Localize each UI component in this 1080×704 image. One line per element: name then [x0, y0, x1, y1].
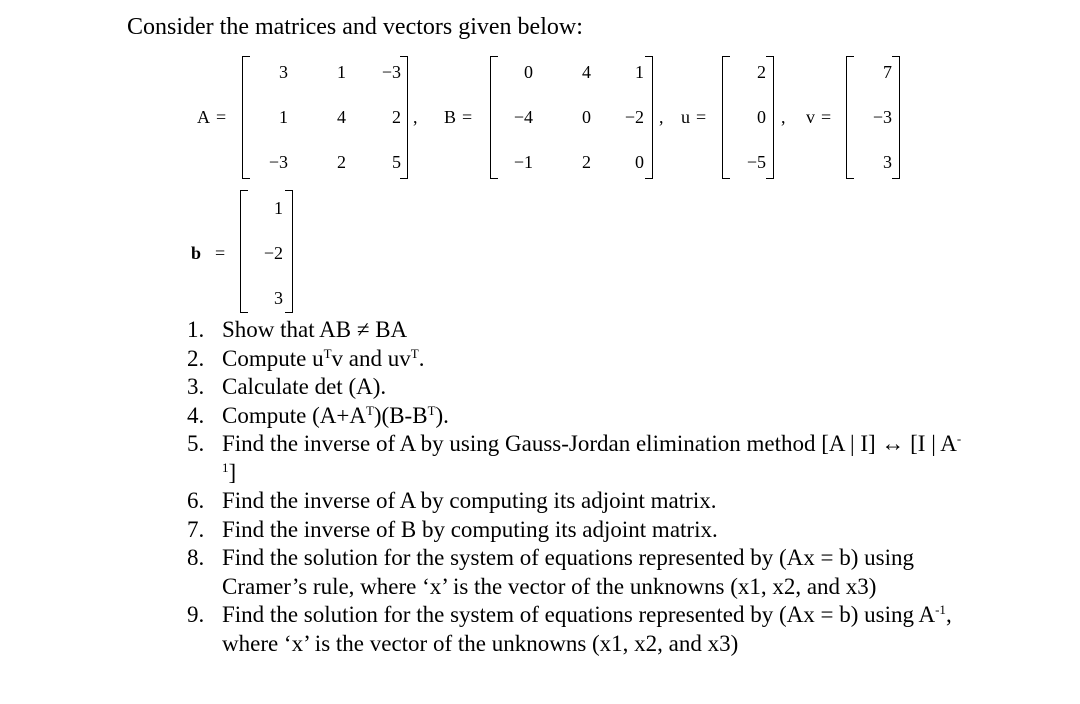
matrix-a-cell: 5 — [392, 152, 401, 172]
question-item — [187, 544, 967, 601]
question-text: Calculate det (A). — [222, 374, 387, 399]
matrix-b-cell: 4 — [582, 62, 591, 82]
matrix-a-label — [197, 107, 226, 128]
vector-b-equals: = — [215, 243, 226, 263]
matrix-b-equals: = — [462, 107, 473, 127]
question-text: )(B-B — [373, 402, 428, 428]
question-item — [187, 316, 967, 345]
question-text: , where ‘x’ is the vector of the unknowns (x1, x2, and x3) — [222, 602, 952, 656]
question-text: Compute (A+A — [222, 402, 366, 428]
matrix-a — [242, 56, 408, 179]
matrix-u-cell: 0 — [757, 107, 766, 127]
question-number: 4. — [187, 402, 205, 428]
question-superscript: -1 — [222, 431, 962, 475]
matrix-a-equals: = — [216, 107, 227, 127]
vector-b-right-bracket — [285, 190, 293, 313]
matrix-b-cell: 1 — [635, 62, 644, 82]
question-text: Compute u — [222, 345, 324, 371]
vector-v-label — [806, 107, 831, 128]
vector-b — [240, 190, 293, 313]
question-item — [187, 516, 967, 545]
matrix-a-left-bracket — [242, 56, 250, 179]
question-item — [187, 430, 967, 487]
question-superscript: -1 — [935, 602, 946, 617]
question-superscript: T — [365, 402, 374, 418]
question-text: Find the solution for the system of equations represented by (Ax = b) using A — [222, 602, 936, 627]
vector-v-right-bracket — [892, 56, 900, 179]
matrix-a-cell: 2 — [337, 152, 346, 172]
matrix-a-cell: 3 — [279, 62, 288, 82]
matrix-a-cell: −3 — [381, 62, 401, 82]
vector-v-left-bracket — [846, 56, 854, 179]
question-number: 7. — [187, 516, 205, 542]
question-text: Show that AB ≠ BA — [222, 317, 408, 342]
vector-b-name: b — [191, 243, 202, 263]
matrix-b-label — [444, 107, 472, 128]
question-text: Find the inverse of A by using Gauss-Jordan elimination method [A | I] ↔ [I | A — [222, 431, 957, 456]
question-number: 6. — [187, 488, 205, 513]
vector-u-right-bracket — [766, 56, 774, 179]
matrix-a-right-bracket — [400, 56, 408, 179]
matrix-b-cell: −1 — [513, 152, 533, 172]
vector-u — [722, 56, 774, 179]
question-number: 9. — [187, 602, 205, 627]
matrix-v-cell: 3 — [883, 152, 892, 172]
vector-u-equals: = — [696, 107, 707, 127]
question-number: 5. — [187, 431, 205, 456]
matrix-a-cell: 1 — [337, 62, 346, 82]
questions-list — [187, 316, 967, 658]
question-number: 2. — [187, 345, 205, 371]
question-text: Find the inverse of B by computing its adjoint matrix. — [222, 516, 718, 542]
matrix-b-cell: −4 — [513, 107, 533, 127]
matrix-b-cell: 0 — [582, 107, 591, 127]
question-superscript: T — [410, 345, 419, 361]
matrix-b-cell: 1 — [274, 198, 283, 218]
vector-v-equals: = — [821, 107, 832, 127]
question-superscript: T — [323, 345, 332, 361]
matrix-b-cell: −2 — [263, 243, 283, 263]
page-heading: Consider the matrices and vectors given below: — [127, 14, 583, 40]
matrix-a-comma: , — [413, 107, 418, 127]
question-text: Find the inverse of A by computing its adjoint matrix. — [222, 488, 717, 513]
question-text: ). — [435, 402, 449, 428]
vector-b-left-bracket — [240, 190, 248, 313]
question-item — [187, 402, 967, 431]
matrix-b-cell: 2 — [582, 152, 591, 172]
question-text: v and uv — [331, 345, 411, 371]
question-text: Find the solution for the system of equations represented by (Ax = b) using Cramer’s rule, where ‘x’ is the vector of the unknowns (x1, x2, and x3) — [222, 545, 914, 599]
vector-u-comma: , — [781, 107, 786, 127]
matrix-b-cell: 0 — [635, 152, 644, 172]
matrix-v-cell: 7 — [883, 62, 892, 82]
question-superscript: T — [427, 402, 436, 418]
matrix-a-name: A — [197, 107, 210, 127]
matrix-v-cell: −3 — [872, 107, 892, 127]
matrix-b-cell: 0 — [524, 62, 533, 82]
matrix-b-left-bracket — [490, 56, 498, 179]
matrix-b-cell: −2 — [624, 107, 644, 127]
question-text: ] — [228, 459, 237, 485]
vector-u-label — [681, 107, 706, 128]
vector-v — [846, 56, 900, 179]
question-item — [187, 345, 967, 374]
question-number: 1. — [187, 317, 205, 342]
question-item — [187, 601, 967, 658]
matrix-u-cell: 2 — [757, 62, 766, 82]
matrix-b-right-bracket — [645, 56, 653, 179]
vector-v-name: v — [806, 107, 815, 127]
matrix-b-cell: 3 — [274, 288, 283, 308]
question-item — [187, 373, 967, 402]
matrix-b-comma: , — [659, 107, 664, 127]
matrix-a-cell: 2 — [392, 107, 401, 127]
matrix-a-cell: −3 — [268, 152, 288, 172]
matrix-b — [490, 56, 653, 179]
vector-u-left-bracket — [722, 56, 730, 179]
vector-b-label — [191, 243, 225, 264]
matrix-u-cell: −5 — [746, 152, 766, 172]
question-number: 3. — [187, 374, 205, 399]
vector-u-name: u — [681, 107, 690, 127]
matrix-a-cell: 4 — [337, 107, 346, 127]
matrix-a-cell: 1 — [279, 107, 288, 127]
matrix-b-name: B — [444, 107, 457, 127]
question-text: . — [418, 345, 425, 371]
question-number: 8. — [187, 545, 205, 570]
question-item — [187, 487, 967, 516]
